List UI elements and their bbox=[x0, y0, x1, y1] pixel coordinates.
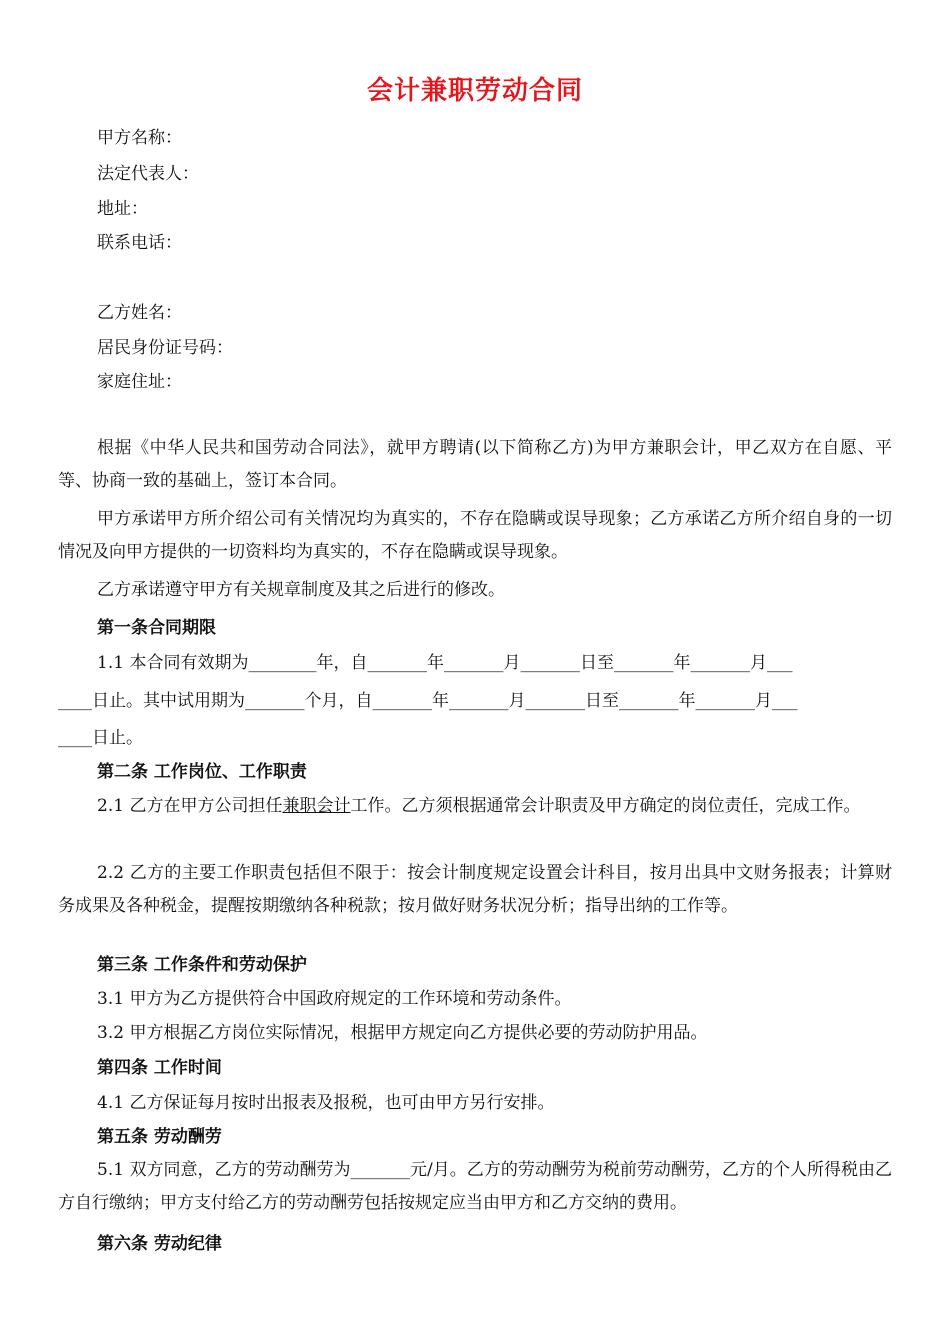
article-1-line-2: ____日止。其中试用期为_______个月，自_______年_______月_______日至_______年_______月___ bbox=[58, 691, 798, 711]
party-a-address: 地址： bbox=[97, 199, 148, 219]
article-3-heading: 第三条 工作条件和劳动保护 bbox=[97, 955, 307, 975]
party-a-name: 甲方名称： bbox=[97, 128, 182, 148]
part-time-accountant-underlined: 兼职会计 bbox=[282, 796, 351, 816]
intro-paragraph-1: 根据《中华人民共和国劳动合同法》，就甲方聘请(以下简称乙方)为甲方兼职会计，甲乙双方在自愿、平等、协商一致的基础上，签订本合同。 bbox=[58, 438, 892, 491]
article-2-p1-before: 2.1 乙方在甲方公司担任 bbox=[97, 796, 283, 816]
article-1-heading: 第一条合同期限 bbox=[97, 618, 216, 638]
article-3-paragraph-1: 3.1 甲方为乙方提供符合中国政府规定的工作环境和劳动条件。 bbox=[97, 989, 572, 1009]
party-a-representative: 法定代表人： bbox=[97, 164, 199, 184]
article-3-paragraph-2: 3.2 甲方根据乙方岗位实际情况，根据甲方规定向乙方提供必要的劳动防护用品。 bbox=[97, 1023, 708, 1043]
party-a-phone: 联系电话： bbox=[97, 233, 182, 253]
article-2-paragraph-2: 2.2 乙方的主要工作职责包括但不限于：按会计制度规定设置会计科目，按月出具中文财务报表；计算财务成果及各种税金，提醒按期缴纳各种税款；按月做好财务状况分析；指导出纳的工作等。 bbox=[58, 863, 892, 916]
article-5-paragraph-1: 5.1 双方同意，乙方的劳动酬劳为_______元/月。乙方的劳动酬劳为税前劳动酬劳，乙方的个人所得税由乙方自行缴纳；甲方支付给乙方的劳动酬劳包括按规定应当由甲方和乙方交纳的费用。 bbox=[58, 1160, 892, 1213]
article-1-line-1: 1.1 本合同有效期为________年，自_______年_______月_______日至_______年_______月___ bbox=[97, 653, 793, 673]
article-4-paragraph-1: 4.1 乙方保证每月按时出报表及报税，也可由甲方另行安排。 bbox=[97, 1093, 555, 1113]
article-5-heading: 第五条 劳动酬劳 bbox=[97, 1127, 222, 1147]
article-4-heading: 第四条 工作时间 bbox=[97, 1058, 222, 1078]
article-2-p1-after: 工作。乙方须根据通常会计职责及甲方确定的岗位责任，完成工作。 bbox=[350, 796, 861, 816]
article-1-line-3: ____日止。 bbox=[58, 728, 143, 748]
article-6-heading: 第六条 劳动纪律 bbox=[97, 1234, 222, 1254]
intro-paragraph-3: 乙方承诺遵守甲方有关规章制度及其之后进行的修改。 bbox=[97, 580, 505, 600]
article-2-heading: 第二条 工作岗位、工作职责 bbox=[97, 762, 307, 782]
intro-paragraph-2: 甲方承诺甲方所介绍公司有关情况均为真实的，不存在隐瞒或误导现象；乙方承诺乙方所介绍自身的一切情况及向甲方提供的一切资料均为真实的，不存在隐瞒或误导现象。 bbox=[58, 509, 892, 562]
party-b-name: 乙方姓名： bbox=[97, 303, 182, 323]
party-b-address: 家庭住址： bbox=[97, 372, 182, 392]
document-title: 会计兼职劳动合同 bbox=[366, 76, 583, 106]
party-b-id-number: 居民身份证号码： bbox=[97, 338, 233, 358]
article-2-paragraph-1 bbox=[58, 790, 892, 823]
